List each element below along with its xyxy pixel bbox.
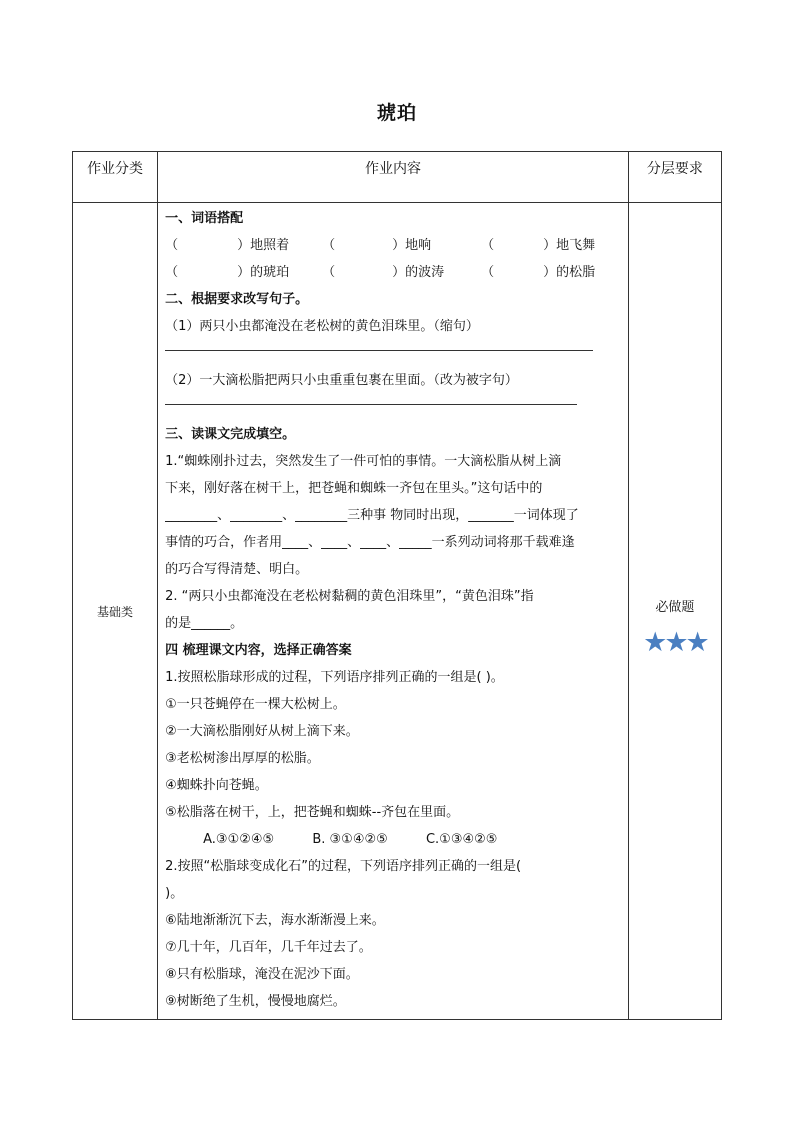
collocation-item: ）地照着 bbox=[237, 238, 290, 253]
answer-line bbox=[165, 350, 593, 351]
requirement-label: 必做题 bbox=[655, 599, 695, 615]
star-rating-icon: ★★★ bbox=[643, 626, 707, 658]
header-requirement: 分层要求 bbox=[628, 152, 721, 203]
list-item: ⑨树断绝了生机，慢慢地腐烂。 bbox=[165, 994, 346, 1009]
list-item: ③老松树渗出厚厚的松脂。 bbox=[165, 751, 320, 766]
order-question-2: 2.按照“松脂球变成化石”的过程，下列语序排列正确的一组是( bbox=[165, 859, 522, 874]
paren-open: （ bbox=[322, 265, 336, 280]
fill-line: 下来，刚好落在树干上，把苍蝇和蜘蛛一齐包在里头。”这句话中的 bbox=[165, 481, 543, 496]
fill-line: 的巧合写得清楚、明白。 bbox=[165, 562, 309, 577]
fill-line: 的是______。 bbox=[165, 616, 244, 631]
answer-line bbox=[165, 404, 577, 405]
section-1-heading: 一、词语搭配 bbox=[165, 211, 244, 226]
collocation-item: ）地飞舞 bbox=[543, 238, 596, 253]
option-a: A.③①②④⑤ bbox=[203, 832, 275, 847]
rewrite-question-1: （1）两只小虫都淹没在老松树的黄色泪珠里。（缩句） bbox=[165, 319, 479, 334]
paren-open: （ bbox=[322, 238, 336, 253]
fill-line: ________、________、________三种事 物同时出现，_______一词体现了 bbox=[165, 508, 579, 523]
rewrite-question-2: （2）一大滴松脂把两只小虫重重包裹在里面。（改为被字句） bbox=[165, 373, 518, 388]
collocation-item: ）的松脂 bbox=[543, 265, 596, 280]
order-question-1: 1.按照松脂球形成的过程，下列语序排列正确的一组是( )。 bbox=[165, 670, 504, 685]
list-item: ⑦几十年，几百年，几千年过去了。 bbox=[165, 940, 372, 955]
option-b: B. ③①④②⑤ bbox=[312, 832, 388, 847]
section-3-heading: 三、读课文完成填空。 bbox=[165, 427, 296, 442]
homework-table bbox=[72, 151, 722, 1020]
content-cell bbox=[158, 203, 629, 1020]
list-item: ⑧只有松脂球，淹没在泥沙下面。 bbox=[165, 967, 359, 982]
list-item: ⑥陆地渐渐沉下去，海水渐渐漫上来。 bbox=[165, 913, 385, 928]
collocation-item: ）地响 bbox=[392, 238, 432, 253]
order-question-2-end: )。 bbox=[165, 886, 184, 901]
answer-options bbox=[165, 826, 623, 853]
page-title: 琥珀 bbox=[376, 102, 417, 124]
paren-open: （ bbox=[165, 238, 179, 253]
table-header-row bbox=[73, 152, 722, 203]
collocation-item: ）的波涛 bbox=[392, 265, 445, 280]
paren-open: （ bbox=[165, 265, 179, 280]
header-content: 作业内容 bbox=[158, 152, 629, 203]
section-2-heading: 二、根据要求改写句子。 bbox=[165, 292, 309, 307]
collocation-row-2 bbox=[165, 259, 623, 286]
collocation-item: ）的琥珀 bbox=[237, 265, 290, 280]
fill-line: 2. “两只小虫都淹没在老松树黏稠的黄色泪珠里”，“黄色泪珠”指 bbox=[165, 589, 534, 604]
list-item: ⑤松脂落在树干，上，把苍蝇和蜘蛛--齐包在里面。 bbox=[165, 805, 460, 820]
category-cell: 基础类 bbox=[73, 203, 158, 1020]
paren-open: （ bbox=[481, 238, 495, 253]
list-item: ①一只苍蝇停在一棵大松树上。 bbox=[165, 697, 346, 712]
section-4-heading: 四 梳理课文内容，选择正确答案 bbox=[165, 643, 352, 658]
option-c: C.①③④②⑤ bbox=[425, 832, 498, 847]
fill-line: 1.“蜘蛛刚扑过去，突然发生了一件可怕的事情。一大滴松脂从树上滴 bbox=[165, 454, 562, 469]
table-row bbox=[73, 203, 722, 1020]
list-item: ④蜘蛛扑向苍蝇。 bbox=[165, 778, 268, 793]
paren-open: （ bbox=[481, 265, 495, 280]
list-item: ②一大滴松脂刚好从树上滴下来。 bbox=[165, 724, 359, 739]
fill-line: 事情的巧合，作者用____、____、____、_____一系列动词将那千载难逢 bbox=[165, 535, 575, 550]
collocation-row-1 bbox=[165, 232, 623, 259]
header-category: 作业分类 bbox=[73, 152, 158, 203]
requirement-cell bbox=[628, 203, 721, 1020]
